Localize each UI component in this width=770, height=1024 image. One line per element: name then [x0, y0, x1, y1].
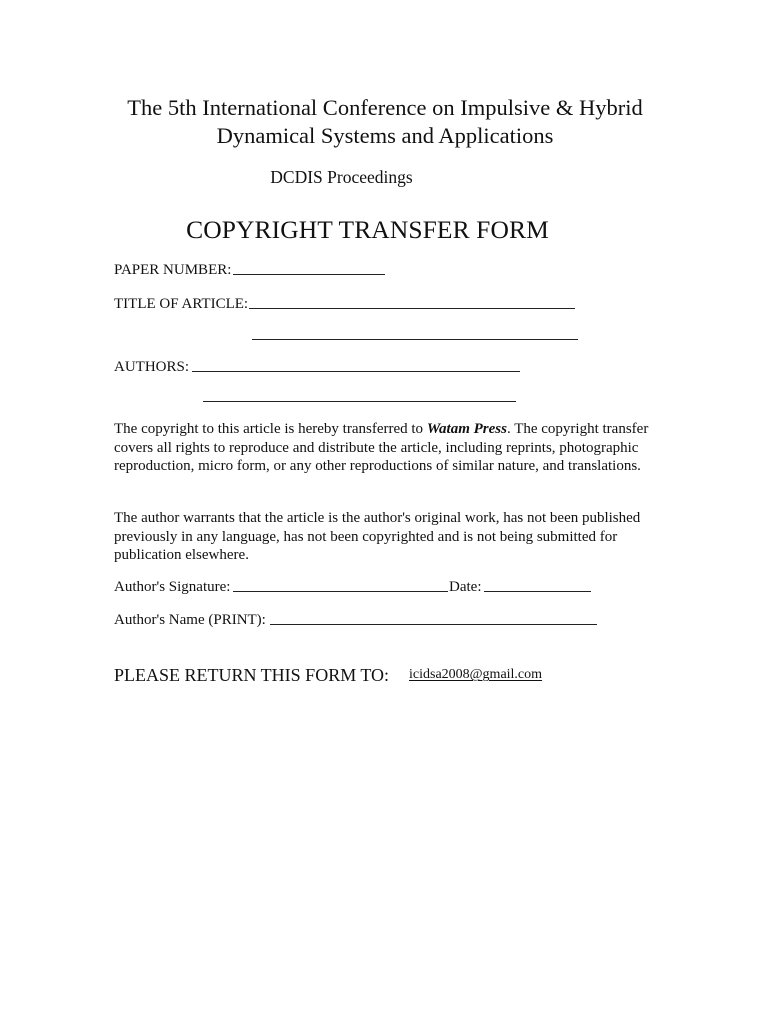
return-label: PLEASE RETURN THIS FORM TO: [114, 665, 390, 685]
warranty-paragraph: The author warrants that the article is the author's original work, has not been published previously in any language, has not been copyrighted and is not being submitted for publication elsewhere. [114, 510, 641, 563]
conference-title-line-2: Dynamical Systems and Applications [216, 123, 554, 148]
signature-label: Author's Signature: [114, 579, 231, 595]
conference-title [0, 94, 770, 150]
author-name-label: Author's Name (PRINT): [114, 612, 266, 628]
authors-field-line-2[interactable] [203, 401, 516, 402]
return-email-link[interactable]: icidsa2008@gmail.com [409, 667, 543, 682]
title-field-line-1[interactable] [249, 308, 575, 309]
date-field[interactable] [484, 591, 591, 592]
title-field-line-2[interactable] [252, 339, 578, 340]
paper-number-label: PAPER NUMBER: [114, 262, 232, 278]
proceedings-subtitle: DCDIS Proceedings [270, 167, 413, 187]
authors-label: AUTHORS: [114, 359, 190, 375]
copyright-text-start: The copyright to this article is hereby transferred to [114, 421, 427, 437]
title-label: TITLE OF ARTICLE: [114, 296, 249, 312]
signature-field[interactable] [233, 591, 448, 592]
author-name-field[interactable] [270, 624, 597, 625]
publisher-name: Watam Press [426, 421, 507, 437]
copyright-paragraph [114, 420, 654, 476]
form-title: COPYRIGHT TRANSFER FORM [186, 215, 549, 244]
paper-number-field[interactable] [233, 274, 385, 275]
authors-field-line-1[interactable] [192, 371, 520, 372]
date-label: Date: [449, 579, 482, 595]
copyright-text-end: . The copyright transfer covers all rights to reproduce and distribute the article, including reprints, photographic reproduction, micro form, or any other reproductions of similar nature, and translations. [114, 421, 649, 474]
conference-title-line-1: The 5th International Conference on Impulsive & Hybrid [127, 95, 643, 120]
